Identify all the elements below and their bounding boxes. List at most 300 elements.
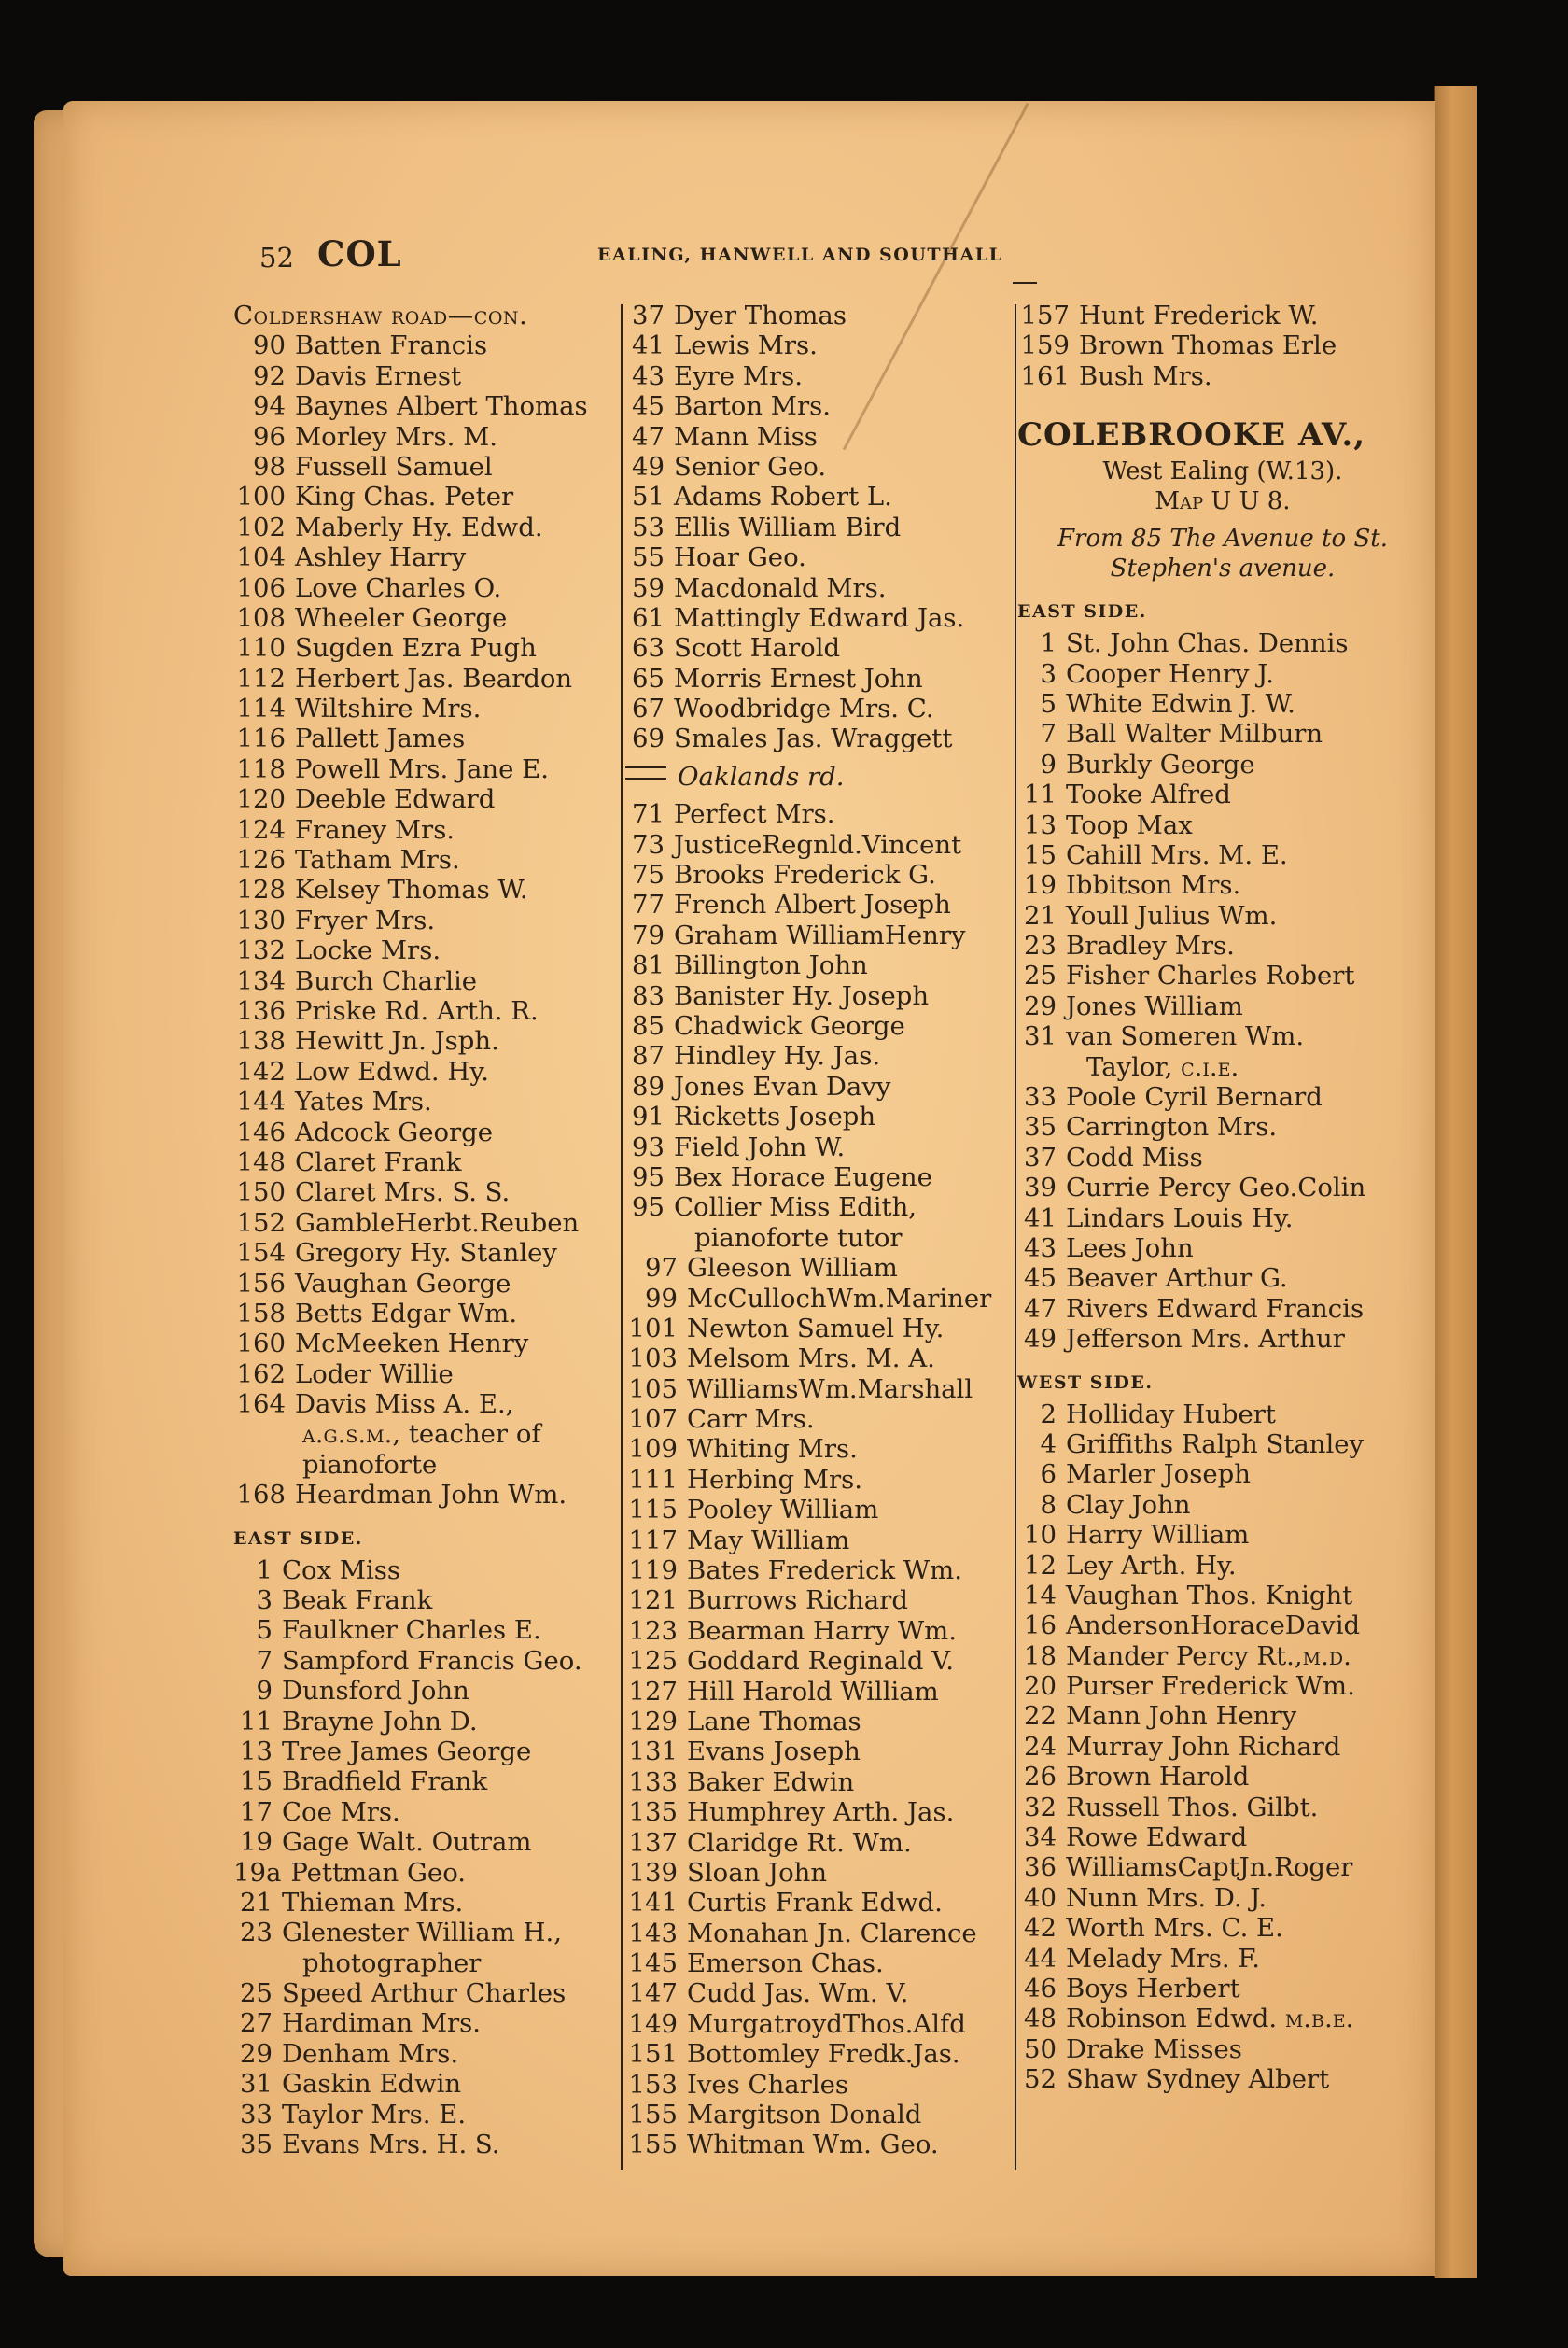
resident-name: Gaskin Edwin bbox=[282, 2069, 462, 2100]
directory-entry bbox=[233, 724, 611, 753]
directory-entry bbox=[1017, 1490, 1428, 1520]
directory-entry bbox=[1017, 810, 1428, 840]
directory-entry bbox=[625, 1707, 1008, 1736]
house-number: 1 bbox=[256, 1554, 273, 1585]
district: West Ealing (W.13). bbox=[1102, 457, 1343, 486]
directory-entry bbox=[233, 845, 611, 875]
resident-name: Field John W. bbox=[674, 1132, 846, 1162]
house-number: 39 bbox=[1024, 1173, 1057, 1203]
resident-name: Dyer Thomas bbox=[674, 301, 847, 330]
directory-entry bbox=[233, 1208, 611, 1238]
house-number: 160 bbox=[236, 1329, 286, 1359]
directory-entry bbox=[233, 1978, 611, 2008]
house-number: 49 bbox=[632, 451, 665, 482]
resident-name: Marler Joseph bbox=[1066, 1459, 1251, 1490]
house-number: 111 bbox=[628, 1464, 678, 1495]
house-number: 91 bbox=[632, 1102, 665, 1132]
house-number: 104 bbox=[236, 542, 286, 573]
directory-entry bbox=[625, 1041, 1008, 1071]
directory-entry bbox=[233, 1057, 611, 1087]
house-number: 44 bbox=[1024, 1943, 1057, 1974]
directory-entry bbox=[1017, 870, 1428, 900]
resident-name: Shaw Sydney Albert bbox=[1066, 2064, 1330, 2095]
house-number: 100 bbox=[236, 482, 286, 513]
resident-name: Gregory Hy. Stanley bbox=[295, 1238, 557, 1269]
directory-entry bbox=[1017, 840, 1428, 870]
directory-entry bbox=[233, 1707, 611, 1736]
resident-name: Hunt Frederick W. bbox=[1079, 301, 1319, 330]
resident-name: Claridge Rt. Wm. bbox=[687, 1827, 912, 1858]
resident-name: Sampford Francis Geo. bbox=[282, 1645, 582, 1676]
house-number: 132 bbox=[236, 935, 286, 966]
directory-entry bbox=[1017, 301, 1428, 330]
directory-entry bbox=[625, 1192, 1008, 1222]
house-number: 108 bbox=[236, 602, 286, 633]
resident-name: Speed Arthur Charles bbox=[282, 1978, 567, 2009]
resident-name: Nunn Mrs. D. J. bbox=[1066, 1882, 1267, 1913]
resident-name: Brown Harold bbox=[1066, 1762, 1250, 1793]
resident-name: Perfect Mrs. bbox=[674, 799, 835, 830]
resident-name: Woodbridge Mrs. C. bbox=[674, 694, 934, 724]
house-number: 19a bbox=[233, 1857, 282, 1888]
directory-entry bbox=[1017, 1732, 1428, 1762]
resident-name: Vaughan George bbox=[295, 1268, 511, 1299]
resident-name: Ibbitson Mrs. bbox=[1066, 870, 1241, 901]
directory-entry bbox=[625, 860, 1008, 890]
resident-name: Newton Samuel Hy. bbox=[687, 1313, 945, 1343]
resident-name: Ives Charles bbox=[687, 2069, 849, 2100]
resident-name: Monahan Jn. Clarence bbox=[687, 1918, 977, 1948]
directory-entry bbox=[1017, 1671, 1428, 1701]
house-number: 41 bbox=[632, 330, 665, 361]
directory-entry bbox=[233, 935, 611, 965]
directory-entry bbox=[1017, 1143, 1428, 1173]
resident-name: Beak Frank bbox=[282, 1585, 433, 1616]
resident-name: Banister Hy. Joseph bbox=[674, 980, 930, 1011]
house-number: 7 bbox=[256, 1645, 273, 1676]
directory-entry bbox=[233, 1797, 611, 1827]
resident-name: Melsom Mrs. M. A. bbox=[687, 1343, 935, 1374]
directory-entry bbox=[625, 1314, 1008, 1343]
resident-name: McCullochWm.Mariner bbox=[687, 1283, 992, 1314]
resident-name: Hewitt Jn. Jsph. bbox=[295, 1026, 499, 1057]
resident-name: Brooks Frederick G. bbox=[674, 860, 936, 891]
directory-entry bbox=[1017, 1822, 1428, 1852]
house-number: 110 bbox=[236, 633, 286, 664]
directory-entry bbox=[625, 1555, 1008, 1585]
directory-entry bbox=[625, 724, 1008, 753]
house-number: 12 bbox=[1024, 1550, 1057, 1581]
resident-name: Kelsey Thomas W. bbox=[295, 875, 528, 906]
house-number: 45 bbox=[1024, 1263, 1057, 1294]
directory-entry bbox=[1017, 1429, 1428, 1459]
directory-entry bbox=[1017, 961, 1428, 991]
entry-continuation bbox=[625, 1223, 1008, 1253]
house-number: 92 bbox=[253, 360, 286, 391]
directory-entry bbox=[233, 1555, 611, 1585]
house-number: 151 bbox=[628, 2039, 678, 2070]
house-number: 130 bbox=[236, 905, 286, 935]
occupation: pianoforte bbox=[302, 1449, 438, 1480]
resident-name: Heardman John Wm. bbox=[295, 1480, 567, 1511]
directory-entry bbox=[625, 1404, 1008, 1434]
resident-name bbox=[1066, 1641, 1351, 1671]
resident-name: Rowe Edward bbox=[1066, 1822, 1248, 1853]
resident-name: Betts Edgar Wm. bbox=[295, 1298, 518, 1329]
house-number: 51 bbox=[632, 482, 665, 513]
directory-entry bbox=[625, 1011, 1008, 1041]
house-number: 101 bbox=[628, 1313, 678, 1343]
cross-street-marker bbox=[625, 762, 1008, 792]
directory-entry bbox=[233, 815, 611, 845]
directory-entry bbox=[625, 1585, 1008, 1615]
directory-entry bbox=[1017, 1173, 1428, 1202]
directory-entry bbox=[233, 1269, 611, 1299]
house-number: 124 bbox=[236, 814, 286, 845]
directory-entry bbox=[625, 1072, 1008, 1102]
directory-entry bbox=[625, 1736, 1008, 1766]
house-number: 26 bbox=[1024, 1762, 1057, 1793]
directory-entry bbox=[1017, 1793, 1428, 1822]
house-number: 118 bbox=[236, 753, 286, 784]
resident-name: Macdonald Mrs. bbox=[674, 572, 887, 603]
resident-name: Bex Horace Eugene bbox=[674, 1161, 932, 1192]
column-a bbox=[233, 301, 611, 2159]
directory-entry bbox=[233, 2008, 611, 2038]
house-number: 73 bbox=[632, 829, 665, 860]
resident-name: Hoar Geo. bbox=[674, 542, 806, 573]
section-code: COL bbox=[317, 233, 402, 274]
house-number: 153 bbox=[628, 2069, 678, 2100]
resident-name: Evans Joseph bbox=[687, 1736, 861, 1767]
resident-name: GambleHerbt.Reuben bbox=[295, 1207, 580, 1238]
house-number: 125 bbox=[628, 1646, 678, 1677]
house-number: 138 bbox=[236, 1026, 286, 1057]
resident-name: Scott Harold bbox=[674, 633, 841, 664]
directory-entry bbox=[1017, 1610, 1428, 1640]
directory-entry bbox=[1017, 1459, 1428, 1489]
resident-name: AndersonHoraceDavid bbox=[1066, 1610, 1361, 1641]
resident-name: Powell Mrs. Jane E. bbox=[295, 753, 549, 784]
house-number: 119 bbox=[628, 1555, 678, 1586]
house-number: 168 bbox=[236, 1480, 286, 1511]
resident-name: McMeeken Henry bbox=[295, 1329, 529, 1359]
resident-name: Whitman Wm. Geo. bbox=[687, 2130, 939, 2160]
house-number: 93 bbox=[632, 1132, 665, 1162]
continued-street-heading: Coldershaw road—con. bbox=[233, 301, 528, 330]
resident-name: Ball Walter Milburn bbox=[1066, 719, 1323, 750]
house-number: 99 bbox=[645, 1283, 678, 1314]
house-number: 25 bbox=[1024, 961, 1057, 991]
directory-entry bbox=[233, 482, 611, 512]
house-number: 32 bbox=[1024, 1792, 1057, 1822]
directory-entry bbox=[625, 482, 1008, 512]
house-number: 144 bbox=[236, 1087, 286, 1118]
house-number: 41 bbox=[1024, 1202, 1057, 1233]
directory-entry bbox=[1017, 1324, 1428, 1354]
house-number: 114 bbox=[236, 694, 286, 724]
house-number: 18 bbox=[1024, 1640, 1057, 1671]
house-number: 29 bbox=[1024, 991, 1057, 1021]
directory-entry bbox=[625, 1646, 1008, 1676]
resident-name: Lindars Louis Hy. bbox=[1066, 1202, 1294, 1233]
house-number: 95 bbox=[632, 1161, 665, 1192]
resident-name: Poole Cyril Bernard bbox=[1066, 1082, 1323, 1113]
directory-entry bbox=[233, 1888, 611, 1918]
house-number: 29 bbox=[240, 2038, 273, 2069]
resident-name: Coe Mrs. bbox=[282, 1796, 400, 1827]
directory-entry bbox=[233, 1238, 611, 1268]
house-number: 15 bbox=[240, 1766, 273, 1797]
resident-name: Batten Francis bbox=[295, 330, 488, 361]
directory-entry bbox=[625, 1162, 1008, 1192]
resident-name: Jefferson Mrs. Arthur bbox=[1066, 1324, 1345, 1355]
resident-name: Melady Mrs. F. bbox=[1066, 1943, 1260, 1974]
directory-entry bbox=[1017, 1520, 1428, 1550]
resident-name: Currie Percy Geo.Colin bbox=[1066, 1173, 1366, 1203]
cross-street-name: Oaklands rd. bbox=[678, 761, 845, 792]
house-number: 43 bbox=[1024, 1232, 1057, 1263]
qualification: a.g.s.m., bbox=[302, 1419, 401, 1450]
resident-name: Rivers Edward Francis bbox=[1066, 1293, 1365, 1324]
resident-name: Wheeler George bbox=[295, 602, 508, 633]
resident-name: Toop Max bbox=[1066, 809, 1193, 840]
directory-entry bbox=[233, 1389, 611, 1419]
resident-name: Barton Mrs. bbox=[674, 391, 831, 422]
house-number: 94 bbox=[253, 391, 286, 422]
house-number: 25 bbox=[240, 1978, 273, 2009]
house-number: 143 bbox=[628, 1918, 678, 1948]
house-number: 137 bbox=[628, 1827, 678, 1858]
resident-name: Bates Frederick Wm. bbox=[687, 1555, 962, 1586]
directory-entry bbox=[1017, 1913, 1428, 1943]
house-number: 164 bbox=[236, 1389, 286, 1420]
directory-entry bbox=[625, 1616, 1008, 1646]
house-number: 34 bbox=[1024, 1822, 1057, 1853]
house-number: 11 bbox=[1024, 780, 1057, 810]
house-number: 98 bbox=[253, 451, 286, 482]
resident-name: Wiltshire Mrs. bbox=[295, 694, 482, 724]
street-heading: COLEBROOKE AV., bbox=[1017, 416, 1366, 455]
resident-name: Worth Mrs. C. E. bbox=[1066, 1913, 1283, 1944]
resident-name: Gleeson William bbox=[687, 1253, 898, 1284]
resident-name: Faulkner Charles E. bbox=[282, 1615, 541, 1646]
directory-entry bbox=[1017, 931, 1428, 961]
entry-continuation bbox=[1017, 1052, 1428, 1082]
directory-entry bbox=[1017, 1641, 1428, 1671]
qualification: c.i.e. bbox=[1181, 1051, 1239, 1082]
resident-name: Adams Robert L. bbox=[674, 482, 892, 513]
directory-entry bbox=[233, 603, 611, 633]
column-rule bbox=[621, 304, 623, 2170]
resident-name: Lane Thomas bbox=[687, 1706, 861, 1736]
house-number: 55 bbox=[632, 542, 665, 573]
street-extent: Stephen's avenue. bbox=[1110, 555, 1336, 583]
directory-entry bbox=[1017, 1399, 1428, 1429]
directory-entry bbox=[625, 1434, 1008, 1464]
directory-entry bbox=[233, 1615, 611, 1645]
house-number: 71 bbox=[632, 799, 665, 830]
directory-entry bbox=[1017, 780, 1428, 809]
directory-entry bbox=[625, 1525, 1008, 1555]
directory-entry bbox=[233, 1480, 611, 1510]
resident-name: Evans Mrs. H. S. bbox=[282, 2130, 500, 2160]
resident-name: Claret Mrs. S. S. bbox=[295, 1177, 511, 1208]
resident-name: French Albert Joseph bbox=[674, 890, 951, 921]
resident-name: Adcock George bbox=[295, 1117, 494, 1147]
directory-entry bbox=[233, 2039, 611, 2069]
directory-entry bbox=[625, 664, 1008, 694]
house-number: 159 bbox=[1020, 330, 1070, 361]
resident-name: Cox Miss bbox=[282, 1554, 401, 1585]
resident-name: Mann Miss bbox=[674, 421, 818, 452]
resident-name: Hill Harold William bbox=[687, 1676, 939, 1707]
house-number: 131 bbox=[628, 1736, 678, 1767]
resident-name: Goddard Reginald V. bbox=[687, 1646, 955, 1677]
directory-entry bbox=[233, 906, 611, 935]
directory-entry bbox=[1017, 1263, 1428, 1293]
resident-name: Baynes Albert Thomas bbox=[295, 391, 588, 422]
directory-entry bbox=[625, 452, 1008, 482]
directory-entry bbox=[625, 301, 1008, 330]
house-number: 23 bbox=[1024, 931, 1057, 962]
house-number: 49 bbox=[1024, 1324, 1057, 1355]
resident-name-text: Mander Percy Rt., bbox=[1066, 1640, 1303, 1671]
house-number: 136 bbox=[236, 995, 286, 1026]
resident-name: Griffiths Ralph Stanley bbox=[1066, 1428, 1365, 1459]
house-number: 65 bbox=[632, 663, 665, 694]
directory-entry bbox=[233, 1026, 611, 1056]
directory-entry bbox=[233, 1118, 611, 1147]
resident-name: Brown Thomas Erle bbox=[1079, 330, 1337, 361]
house-number: 47 bbox=[632, 421, 665, 452]
house-number: 53 bbox=[632, 512, 665, 542]
house-number: 150 bbox=[236, 1177, 286, 1208]
cross-street-icon bbox=[625, 766, 666, 780]
resident-name: Senior Geo. bbox=[674, 451, 827, 482]
house-number: 42 bbox=[1024, 1913, 1057, 1944]
resident-name: Bush Mrs. bbox=[1079, 360, 1212, 391]
house-number: 77 bbox=[632, 890, 665, 921]
house-number: 8 bbox=[1040, 1489, 1057, 1520]
resident-name: Youll Julius Wm. bbox=[1066, 900, 1278, 931]
house-number: 23 bbox=[240, 1918, 273, 1948]
resident-name: St. John Chas. Dennis bbox=[1066, 628, 1349, 659]
house-number: 31 bbox=[240, 2069, 273, 2100]
house-number: 37 bbox=[1024, 1142, 1057, 1173]
resident-name: Drake Misses bbox=[1066, 2033, 1242, 2064]
directory-entry bbox=[625, 2009, 1008, 2039]
house-number: 135 bbox=[628, 1797, 678, 1828]
house-number: 106 bbox=[236, 572, 286, 603]
directory-entry bbox=[233, 2069, 611, 2099]
house-number: 35 bbox=[240, 2130, 273, 2160]
house-number: 107 bbox=[628, 1404, 678, 1435]
house-number: 96 bbox=[253, 421, 286, 452]
house-number: 81 bbox=[632, 950, 665, 981]
resident-name: Maberly Hy. Edwd. bbox=[295, 512, 543, 542]
directory-entry bbox=[233, 1177, 611, 1207]
house-number: 126 bbox=[236, 845, 286, 876]
house-number: 3 bbox=[256, 1585, 273, 1616]
resident-name: Claret Frank bbox=[295, 1146, 462, 1177]
resident-name: Davis Miss A. E., bbox=[295, 1389, 514, 1420]
directory-entry bbox=[625, 391, 1008, 421]
resident-name: Holliday Hubert bbox=[1066, 1399, 1276, 1429]
directory-entry bbox=[625, 361, 1008, 391]
house-number: 142 bbox=[236, 1056, 286, 1087]
resident-name: Herbing Mrs. bbox=[687, 1464, 863, 1495]
house-number: 117 bbox=[628, 1525, 678, 1555]
directory-entry bbox=[233, 542, 611, 572]
resident-name: Bearman Harry Wm. bbox=[687, 1615, 957, 1646]
directory-entry bbox=[1017, 1883, 1428, 1913]
resident-name: Morley Mrs. M. bbox=[295, 421, 498, 452]
resident-name: Codd Miss bbox=[1066, 1142, 1203, 1173]
directory-entry bbox=[625, 1888, 1008, 1918]
house-number: 139 bbox=[628, 1857, 678, 1888]
resident-name: Fryer Mrs. bbox=[295, 905, 436, 935]
house-number: 97 bbox=[645, 1253, 678, 1284]
resident-name: Ley Arth. Hy. bbox=[1066, 1550, 1237, 1581]
house-number: 19 bbox=[240, 1827, 273, 1858]
map-reference: Map U U 8. bbox=[1155, 487, 1291, 516]
qualification: m.d. bbox=[1302, 1640, 1351, 1671]
directory-entry bbox=[1017, 1974, 1428, 2004]
directory-entry bbox=[1017, 1551, 1428, 1581]
house-number: 46 bbox=[1024, 1973, 1057, 2004]
directory-entry bbox=[625, 1858, 1008, 1888]
directory-entry bbox=[625, 1677, 1008, 1707]
resident-name: Bradley Mrs. bbox=[1066, 931, 1235, 962]
resident-name: Morris Ernest John bbox=[674, 663, 923, 694]
resident-name: Bradfield Frank bbox=[282, 1766, 488, 1797]
house-number: 33 bbox=[240, 2099, 273, 2130]
resident-name: Smales Jas. Wraggett bbox=[674, 724, 953, 754]
resident-name: Boys Herbert bbox=[1066, 1973, 1240, 2004]
house-number: 87 bbox=[632, 1041, 665, 1072]
house-number: 33 bbox=[1024, 1082, 1057, 1113]
resident-name: Hardiman Mrs. bbox=[282, 2008, 482, 2039]
resident-name: Carrington Mrs. bbox=[1066, 1112, 1278, 1143]
directory-entry bbox=[625, 1978, 1008, 2008]
directory-entry bbox=[625, 2039, 1008, 2069]
house-number: 22 bbox=[1024, 1701, 1057, 1732]
house-number: 9 bbox=[1040, 749, 1057, 780]
directory-entry bbox=[233, 754, 611, 784]
resident-name: Billington John bbox=[674, 950, 868, 981]
east-side-label: EAST SIDE. bbox=[233, 1527, 363, 1549]
house-number: 47 bbox=[1024, 1293, 1057, 1324]
west-side-label: WEST SIDE. bbox=[1017, 1371, 1154, 1393]
house-number: 5 bbox=[1040, 688, 1057, 719]
house-number: 148 bbox=[236, 1146, 286, 1177]
resident-name: Jones William bbox=[1066, 991, 1243, 1021]
resident-name: Eyre Mrs. bbox=[674, 360, 803, 391]
house-number: 52 bbox=[1024, 2064, 1057, 2095]
resident-name: Priske Rd. Arth. R. bbox=[295, 995, 539, 1026]
qualification: m.b.e. bbox=[1284, 2004, 1354, 2034]
house-number: 161 bbox=[1020, 360, 1070, 391]
resident-name: Pooley William bbox=[687, 1495, 879, 1525]
east-side-label: EAST SIDE. bbox=[1017, 601, 1147, 623]
resident-name: Herbert Jas. Beardon bbox=[295, 663, 573, 694]
occupation: teacher of bbox=[408, 1419, 541, 1450]
directory-entry bbox=[625, 2100, 1008, 2130]
resident-name: Gage Walt. Outram bbox=[282, 1827, 532, 1858]
resident-name: Curtis Frank Edwd. bbox=[687, 1888, 943, 1919]
column-c bbox=[1017, 301, 1428, 2095]
